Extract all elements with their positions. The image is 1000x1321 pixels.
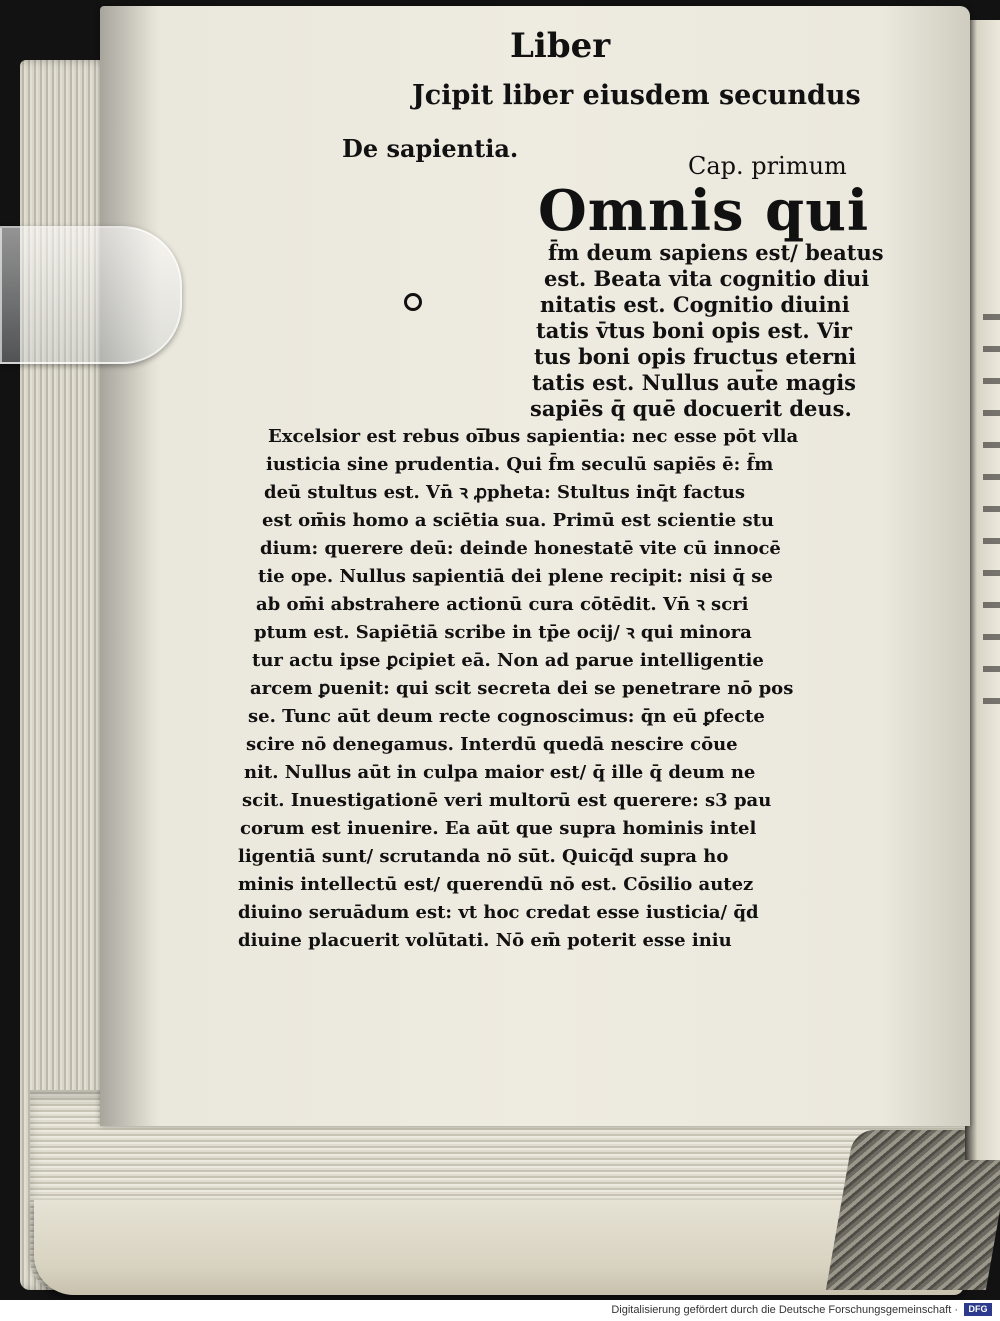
text-line: nit. Nullus aūt in culpa maior est/ q̄ ille q̄ deum ne [244,762,756,783]
text-line: diuine placuerit volūtati. Nō em̄ poterit esse iniu [238,930,732,951]
chapter-label: Cap. primum [688,152,847,180]
text-line: tatis v̄tus boni opis est. Vir [536,318,852,343]
digitization-note: Digitalisierung gefördert durch die Deutsche Forschungsgemeinschaft · [611,1304,958,1316]
book-title: Jcipit liber eiusdem secundus [412,80,861,111]
text-line: iusticia sine prudentia. Qui f̄m seculū sapiēs ē: f̄m [266,454,774,475]
dfg-logo: DFG [964,1303,992,1316]
text-line: tur actu ipse ꝑcipiet eā. Non ad parue intelligentie [252,650,764,671]
margin-mark [404,293,422,311]
book-cover-bottom [34,1200,964,1295]
text-line: diuino seruādum est: vt hoc credat esse iusticia/ q̄d [238,902,759,923]
text-line: nitatis est. Cognitio diuini [540,292,850,317]
text-line: Excelsior est rebus oi̅bus sapientia: nec esse pōt vlla [268,426,799,447]
initial-word: Omnis qui [538,178,870,244]
page-gutter-shadow [100,6,160,1126]
text-line: tatis est. Nullus aut̄e magis [532,370,857,395]
acrylic-page-clip [0,226,182,364]
section-heading: De sapientia. [342,134,519,163]
text-line: dium: querere deū: deinde honestatē vite cū innocē [260,538,781,559]
right-page-text-fragment [983,300,1000,720]
text-line: se. Tunc aūt deum recte cognoscimus: q̄n eū ꝑfecte [248,706,765,727]
text-line: scire nō denegamus. Interdū quedā nescire cōue [246,734,738,755]
text-line: deū stultus est. Vn̄ ꝛ ꝓpheta: Stultus inq̄t factus [264,482,746,503]
text-line: arcem ꝑuenit: qui scit secreta dei se penetrare nō pos [250,678,794,699]
text-line: ligentiā sunt/ scrutanda nō sūt. Quicq̄d supra ho [238,846,729,867]
text-line: ptum est. Sapiētiā scribe in tp̄e ocij/ ꝛ qui minora [254,622,752,643]
text-line: ab om̄i abstrahere actionū cura cōtēdit. Vn̄ ꝛ scri [256,594,749,615]
text-line: scit. Inuestigationē veri multorū est querere: s3 pau [242,790,772,811]
text-line: sapiēs q̄ quē docuerit deus. [530,396,852,421]
text-line: minis intellectū est/ querendū nō est. Cōsilio autez [238,874,754,895]
text-line: corum est inuenire. Ea aūt que supra hominis intel [240,818,757,839]
text-line: tie ope. Nullus sapientiā dei plene recipit: nisi q̄ se [258,566,773,587]
text-line: est om̄is homo a sciētia sua. Primū est scientie stu [262,510,774,531]
running-head: Liber [510,26,611,66]
text-line: est. Beata vita cognitio diui [544,266,870,291]
text-line: tus boni opis fructus eterni [534,344,857,369]
text-line: f̄m deum sapiens est/ beatus [548,240,884,265]
